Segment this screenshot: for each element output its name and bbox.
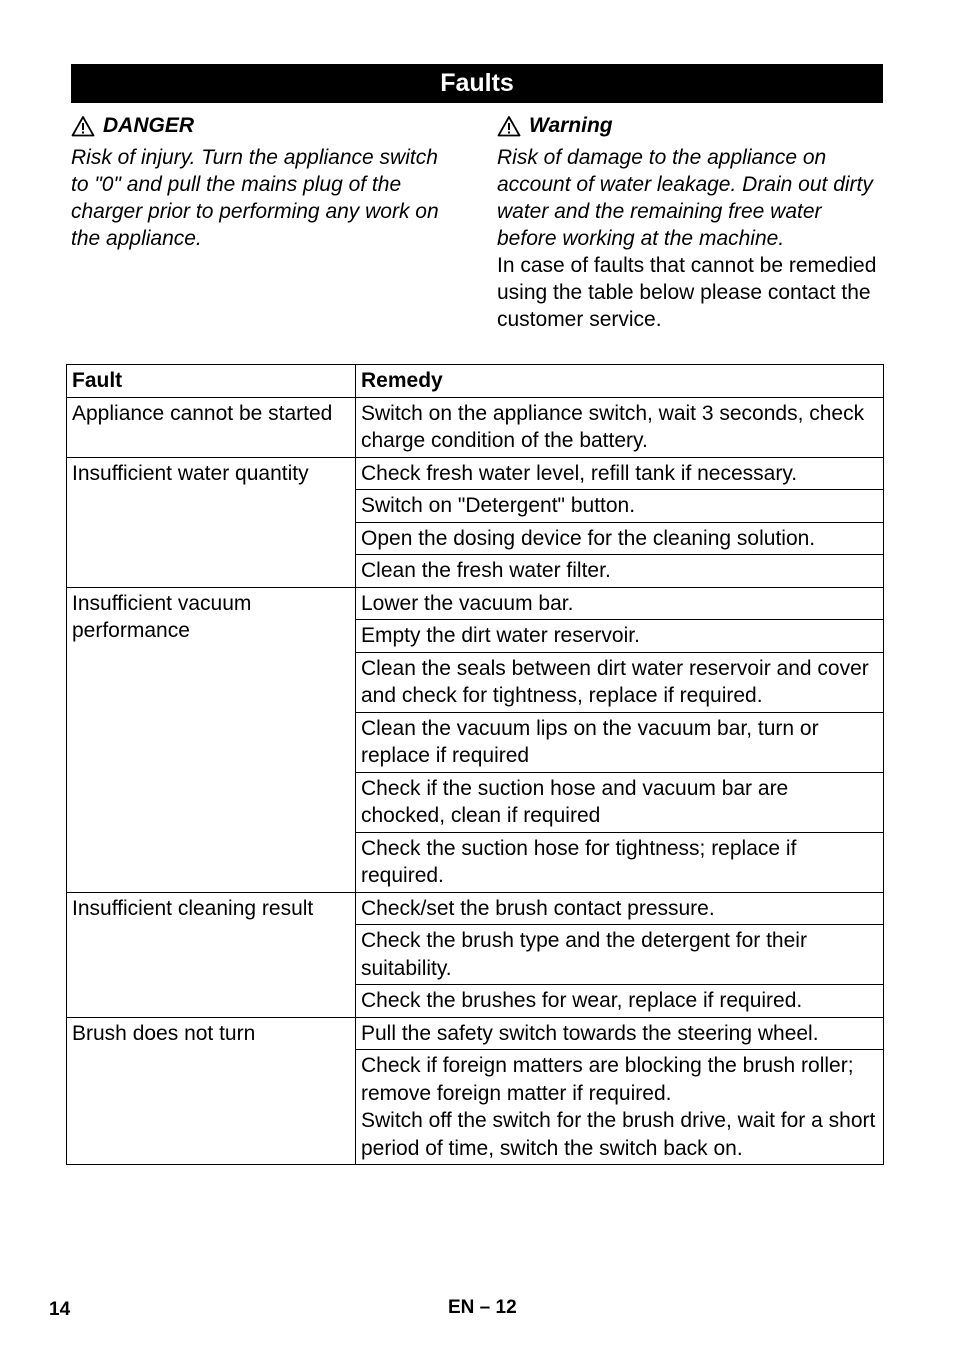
- table-row: [67, 457, 884, 490]
- remedy-cell: Check if the suction hose and vacuum bar are chocked, clean if required: [356, 772, 884, 832]
- danger-heading: DANGER: [103, 114, 195, 137]
- fault-cell: Brush does not turn: [67, 1017, 356, 1165]
- remedy-cell: Check the suction hose for tightness; replace if required.: [356, 832, 884, 892]
- remedy-cell: Clean the fresh water filter.: [356, 555, 884, 588]
- faults-table-body: [67, 397, 884, 1165]
- warning-heading: Warning: [529, 114, 613, 137]
- table-row: [67, 1017, 884, 1050]
- fault-cell: Insufficient water quantity: [67, 457, 356, 587]
- table-row: [67, 587, 884, 620]
- remedy-cell: Lower the vacuum bar.: [356, 587, 884, 620]
- remedy-cell: Check if foreign matters are blocking the brush roller; remove foreign matter if required. Switch off the switch for the brush drive, wait for a short period of time, switch the switch back on.: [356, 1050, 884, 1165]
- danger-notice: [71, 112, 459, 252]
- customer-service-text: In case of faults that cannot be remedied using the table below please contact the customer service.: [497, 254, 877, 331]
- warning-text: Risk of damage to the appliance on account of water leakage. Drain out dirty water and the remaining free water before working at the machine.: [497, 146, 873, 250]
- remedy-cell: Check/set the brush contact pressure.: [356, 892, 884, 925]
- warning-triangle-icon: [71, 115, 95, 137]
- remedy-cell: Open the dosing device for the cleaning solution.: [356, 522, 884, 555]
- table-row: [67, 397, 884, 457]
- warning-notice: [497, 112, 885, 333]
- fault-cell: Insufficient cleaning result: [67, 892, 356, 1017]
- danger-text: Risk of injury. Turn the appliance switch to "0" and pull the mains plug of the charger prior to performing any work on the appliance.: [71, 146, 439, 250]
- section-title: Faults: [71, 64, 883, 103]
- remedy-cell: Empty the dirt water reservoir.: [356, 620, 884, 653]
- remedy-cell: Clean the seals between dirt water reservoir and cover and check for tightness, replace if required.: [356, 652, 884, 712]
- faults-table: [66, 364, 884, 1165]
- remedy-cell: Check the brush type and the detergent for their suitability.: [356, 925, 884, 985]
- page-number: 14: [49, 1299, 71, 1320]
- warning-triangle-icon: [497, 115, 521, 137]
- fault-cell: Appliance cannot be started: [67, 397, 356, 457]
- remedy-cell: Clean the vacuum lips on the vacuum bar, turn or replace if required: [356, 712, 884, 772]
- page-label: EN – 12: [448, 1297, 517, 1318]
- table-header-row: [67, 365, 884, 398]
- remedy-cell: Switch on the appliance switch, wait 3 seconds, check charge condition of the battery.: [356, 397, 884, 457]
- remedy-cell: Switch on "Detergent" button.: [356, 490, 884, 523]
- fault-cell: Insufficient vacuum performance: [67, 587, 356, 892]
- table-row: [67, 892, 884, 925]
- fault-column-header: Fault: [67, 365, 356, 398]
- remedy-cell: Check the brushes for wear, replace if required.: [356, 985, 884, 1018]
- remedy-column-header: Remedy: [356, 365, 884, 398]
- remedy-cell: Pull the safety switch towards the steering wheel.: [356, 1017, 884, 1050]
- remedy-cell: Check fresh water level, refill tank if necessary.: [356, 457, 884, 490]
